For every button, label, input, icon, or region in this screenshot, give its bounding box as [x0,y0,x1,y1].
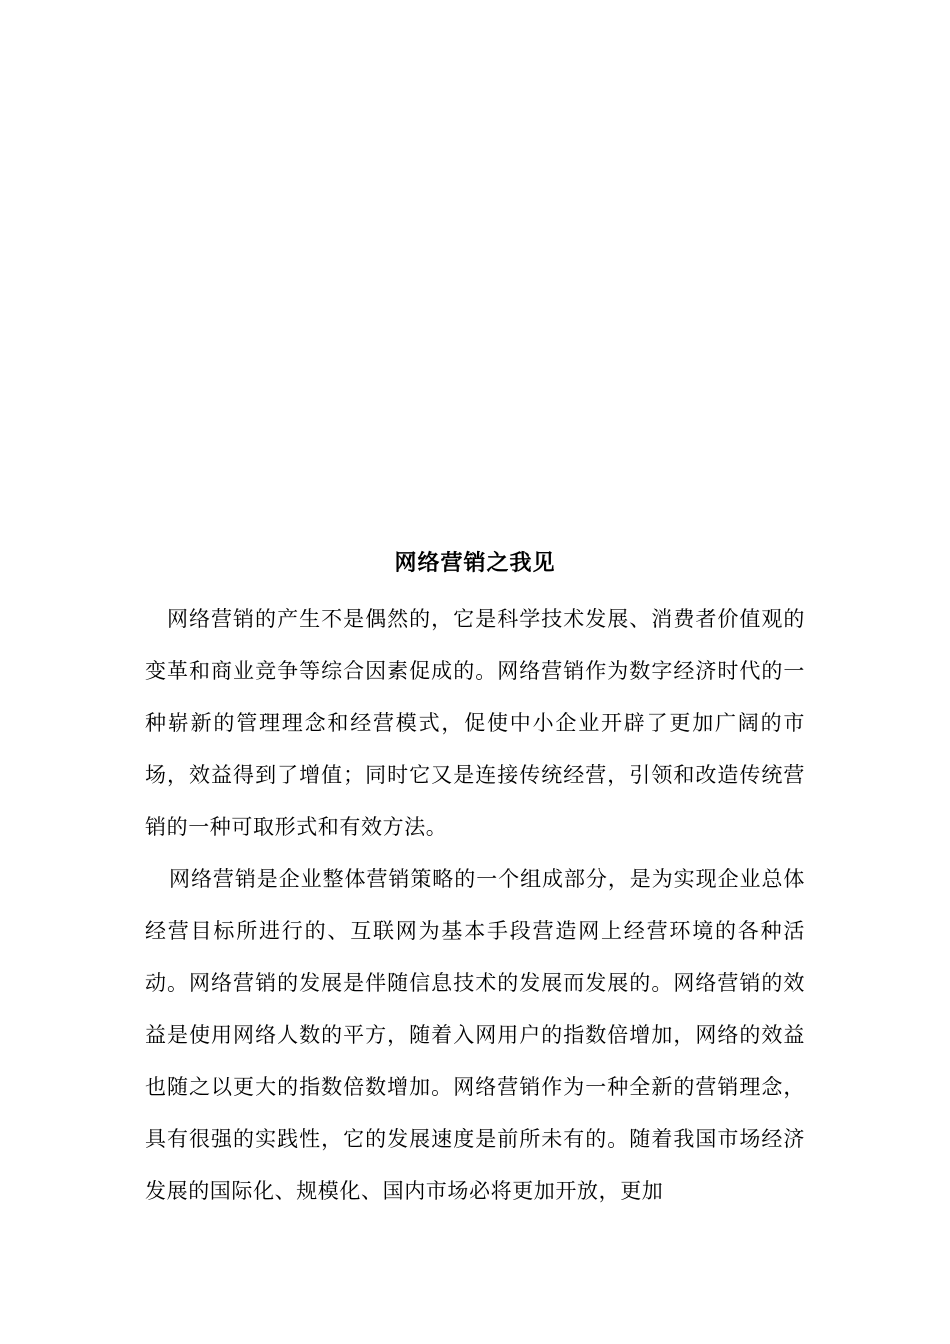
document-body [145,593,805,1217]
paragraph-2: 网络营销是企业整体营销策略的一个组成部分，是为实现企业总体经营目标所进行的、互联网为基本手段营造网上经营环境的各种活动。网络营销的发展是伴随信息技术的发展而发展的。网络营销的效益是使用网络人数的平方，随着入网用户的指数倍增加，网络的效益也随之以更大的指数倍数增加。网络营销作为一种全新的营销理念，具有很强的实践性，它的发展速度是前所未有的。随着我国市场经济发展的国际化、规模化、国内市场必将更加开放，更加 [145,867,805,1203]
document-title: 网络营销之我见 [394,550,556,576]
paragraph-1: 网络营销的产生不是偶然的，它是科学技术发展、消费者价值观的变革和商业竞争等综合因素促成的。网络营销作为数字经济时代的一种崭新的管理理念和经营模式，促使中小企业开辟了更加广阔的市场，效益得到了增值；同时它又是连接传统经营，引领和改造传统营销的一种可取形式和有效方法。 [145,607,805,839]
